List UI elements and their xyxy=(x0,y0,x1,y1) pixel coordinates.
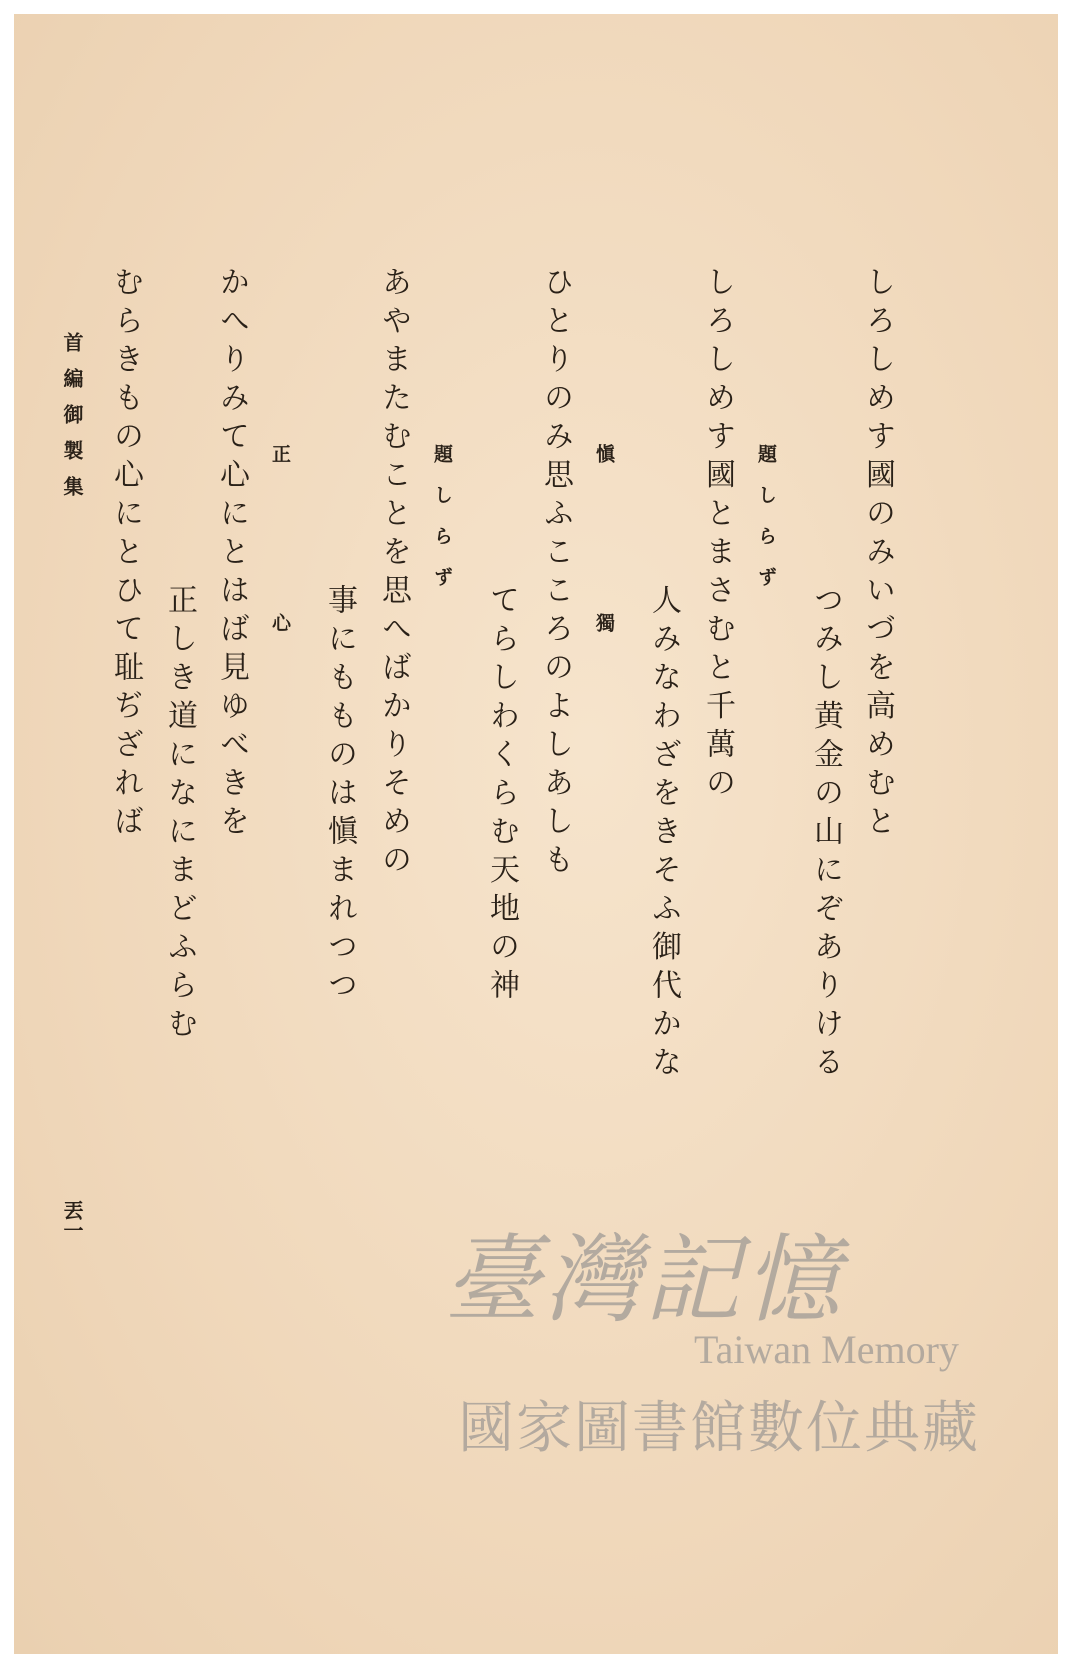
poem-line: てらしわくらむ天地の神 xyxy=(484,584,519,1008)
poem-line: かへりみて心にとはば見ゆべきを xyxy=(214,266,249,844)
watermark xyxy=(444,1204,984,1464)
watermark-title-en: Taiwan Memory xyxy=(694,1327,959,1372)
poem-line: ひとりのみ思ふこころのよしあしも xyxy=(538,266,573,882)
watermark-library: 國家圖書館數位典藏 xyxy=(458,1396,980,1461)
poem-title: 愼獨 xyxy=(593,444,615,782)
margin-label: 首編御製集 xyxy=(60,332,84,512)
poem-line: つみし黄金の山にぞありける xyxy=(808,584,843,1085)
poem-line: あやまたむことを思へばかりそめの xyxy=(376,266,411,882)
watermark-title-cn: 臺灣記憶 xyxy=(444,1224,844,1336)
poem-line: 正しき道になにまどふらむ xyxy=(162,584,197,1046)
poem-title: 題しらず xyxy=(755,444,777,608)
document-page xyxy=(14,14,1058,1654)
poem-line: しろしめす國とまさむと千萬の xyxy=(700,266,735,805)
poem-line: しろしめす國のみいづを高めむと xyxy=(860,266,895,844)
page-number: 丟一 xyxy=(60,1200,84,1240)
poem-title: 題しらず xyxy=(431,444,453,608)
poem-line: 事にもものは愼まれつつ xyxy=(322,584,357,1008)
poem-line: むらきもの心にとひて耻ぢざれば xyxy=(108,266,143,844)
poem-title: 正心 xyxy=(269,444,291,782)
poem-line: 人みなわざをきそふ御代かな xyxy=(646,584,681,1085)
